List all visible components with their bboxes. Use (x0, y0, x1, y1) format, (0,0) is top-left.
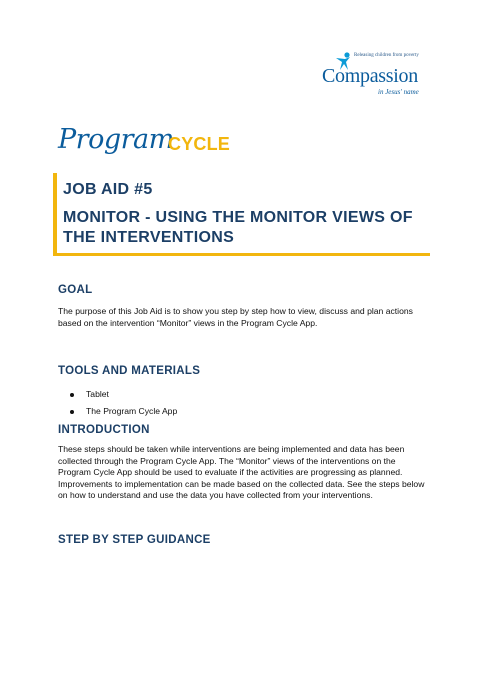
intro-heading: INTRODUCTION (58, 424, 150, 436)
title-accent-bar (53, 173, 57, 255)
logo-tagline: Releasing children from poverty (354, 53, 419, 58)
bullet-icon (70, 393, 74, 397)
list-item (70, 406, 177, 416)
logo-subtitle: in Jesus' name (378, 88, 419, 96)
logo-name: Compassion (322, 65, 418, 87)
tool-item: Tablet (86, 389, 109, 399)
tools-heading: TOOLS AND MATERIALS (58, 365, 201, 377)
goal-text: The purpose of this Job Aid is to show you step by step how to view, discuss and plan actions based on the intervention “Monitor” views in the Program Cycle App. (58, 306, 413, 328)
goal-heading: GOAL (58, 284, 93, 296)
wordmark-program: Program (58, 124, 174, 155)
intro-text: These steps should be taken while interventions are being implemented and data has been collected through the Program Cycle App. The “Monitor” views of the interventions on the Program Cycle App should be used to evaluate if the activities are progressing as planned. Improvements to implementation can be made based on the collected data. See the steps below on how to understand and use the data you have collected from your interventions. (58, 444, 425, 500)
job-aid-number: JOB AID #5 (63, 181, 153, 198)
page-title: MONITOR - USING THE MONITOR VIEWS OF THE INTERVENTIONS (63, 209, 413, 246)
compassion-logo (318, 52, 438, 108)
title-underline (53, 253, 430, 256)
title-block (53, 173, 430, 255)
tool-item: The Program Cycle App (86, 406, 178, 416)
guidance-heading: STEP BY STEP GUIDANCE (58, 534, 211, 546)
list-item (70, 389, 109, 399)
bullet-icon (70, 410, 74, 414)
wordmark-cycle: CYCLE (168, 134, 231, 154)
